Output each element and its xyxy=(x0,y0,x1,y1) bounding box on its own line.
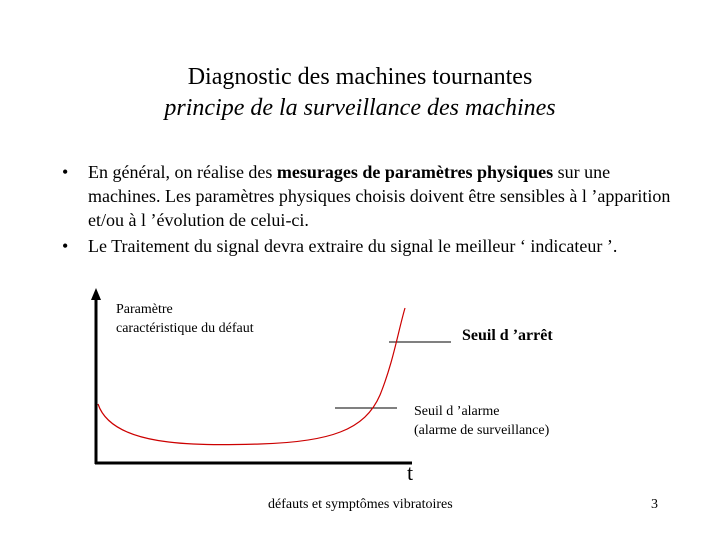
slide-subtitle: principe de la surveillance des machines xyxy=(164,95,556,121)
bullet-1-emphasis: mesurages de paramètres physiques xyxy=(276,162,554,182)
y-axis-arrow xyxy=(91,288,101,300)
page-number: 3 xyxy=(651,497,658,512)
alarm-threshold-label xyxy=(414,402,549,440)
bullet-marker: • xyxy=(62,162,69,182)
slide-title: Diagnostic des machines tournantes xyxy=(187,64,533,90)
y-axis-label-line-2: caractéristique du défaut xyxy=(116,321,254,336)
x-axis-label: t xyxy=(407,460,414,485)
y-axis-label xyxy=(116,300,254,338)
footer-text: défauts et symptômes vibratoires xyxy=(268,497,453,512)
bullet-1-text-start: En général, on réalise des xyxy=(88,162,277,182)
alarm-threshold-label-line-2: (alarme de surveillance) xyxy=(414,423,550,438)
bullet-marker: • xyxy=(62,236,69,256)
stop-threshold-label: Seuil d ’arrêt xyxy=(462,327,553,344)
bullet-2-text: Le Traitement du signal devra extraire du signal le meilleur ‘ indicateur ’. xyxy=(88,236,618,256)
alarm-threshold-label-line-1: Seuil d ’alarme xyxy=(414,404,500,419)
y-axis-label-line-1: Paramètre xyxy=(116,302,173,317)
bullet-1-text-end: sur une machines. Les paramètres physiques choisis doivent être sensibles à l ’apparition et/ou à l ’évolution de celui-ci. xyxy=(88,162,671,230)
